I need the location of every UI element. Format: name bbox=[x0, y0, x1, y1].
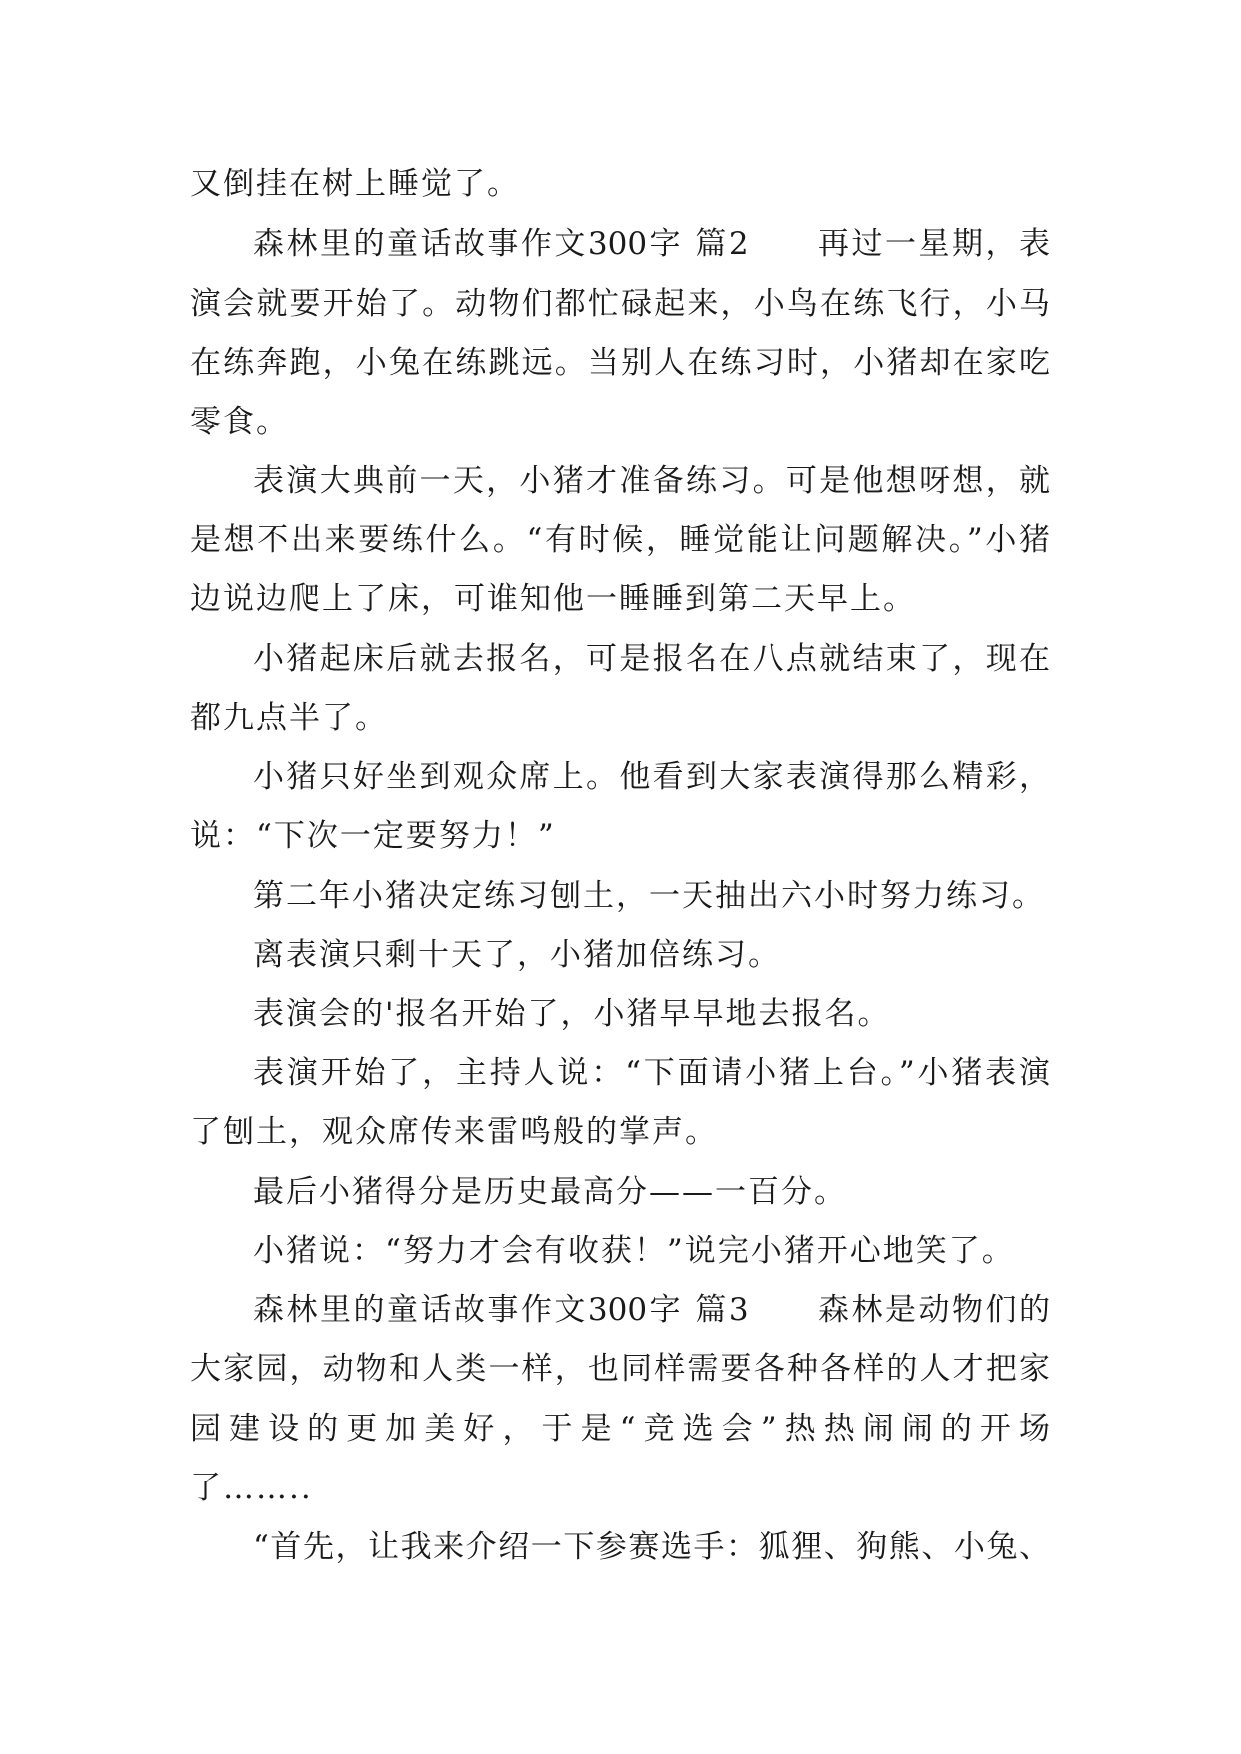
text-line: 说：“下次一定要努力！” bbox=[190, 818, 556, 854]
text-line: 森林里的童话故事作文300字 篇2 再过一星期，表 bbox=[253, 226, 1050, 262]
text-line: 都九点半了。 bbox=[190, 700, 388, 736]
text-line: 表演开始了，主持人说：“下面请小猪上台。”小猪表演 bbox=[253, 1055, 1050, 1091]
text-line: 表演大典前一天，小猪才准备练习。可是他想呀想，就 bbox=[253, 463, 1050, 499]
text-line: 第二年小猪决定练习刨土，一天抽出六小时努力练习。 bbox=[253, 878, 1045, 914]
text-line: 森林里的童话故事作文300字 篇3 森林是动物们的 bbox=[253, 1292, 1050, 1328]
text-line: 零食。 bbox=[190, 404, 289, 440]
text-line: 小猪只好坐到观众席上。他看到大家表演得那么精彩， bbox=[253, 759, 1050, 795]
text-line: 又倒挂在树上睡觉了。 bbox=[190, 166, 520, 202]
text-line: 边说边爬上了床，可谁知他一睡睡到第二天早上。 bbox=[190, 581, 916, 617]
text-line: 是想不出来要练什么。“有时候，睡觉能让问题解决。”小猪 bbox=[190, 522, 1050, 558]
text-line: 了刨土，观众席传来雷鸣般的掌声。 bbox=[190, 1114, 718, 1150]
text-line: 演会就要开始了。动物们都忙碌起来，小鸟在练飞行，小马 bbox=[190, 286, 1050, 322]
text-line: 表演会的'报名开始了，小猪早早地去报名。 bbox=[253, 996, 891, 1032]
text-line: 在练奔跑，小兔在练跳远。当别人在练习时，小猪却在家吃 bbox=[190, 345, 1050, 381]
text-line: 最后小猪得分是历史最高分——一百分。 bbox=[253, 1174, 847, 1210]
text-line: “首先，让我来介绍一下参赛选手：狐狸、狗熊、小兔、 bbox=[253, 1529, 1050, 1565]
text-line: 园建设的更加美好，于是“竞选会”热热闹闹的开场 bbox=[190, 1411, 1050, 1447]
text-line: 离表演只剩十天了，小猪加倍练习。 bbox=[253, 937, 781, 973]
text-line: 大家园，动物和人类一样，也同样需要各种各样的人才把家 bbox=[190, 1351, 1050, 1387]
text-line: 了…….. bbox=[190, 1470, 313, 1506]
text-line: 小猪说：“努力才会有收获！”说完小猪开心地笑了。 bbox=[253, 1233, 1015, 1269]
text-line: 小猪起床后就去报名，可是报名在八点就结束了，现在 bbox=[253, 641, 1050, 677]
